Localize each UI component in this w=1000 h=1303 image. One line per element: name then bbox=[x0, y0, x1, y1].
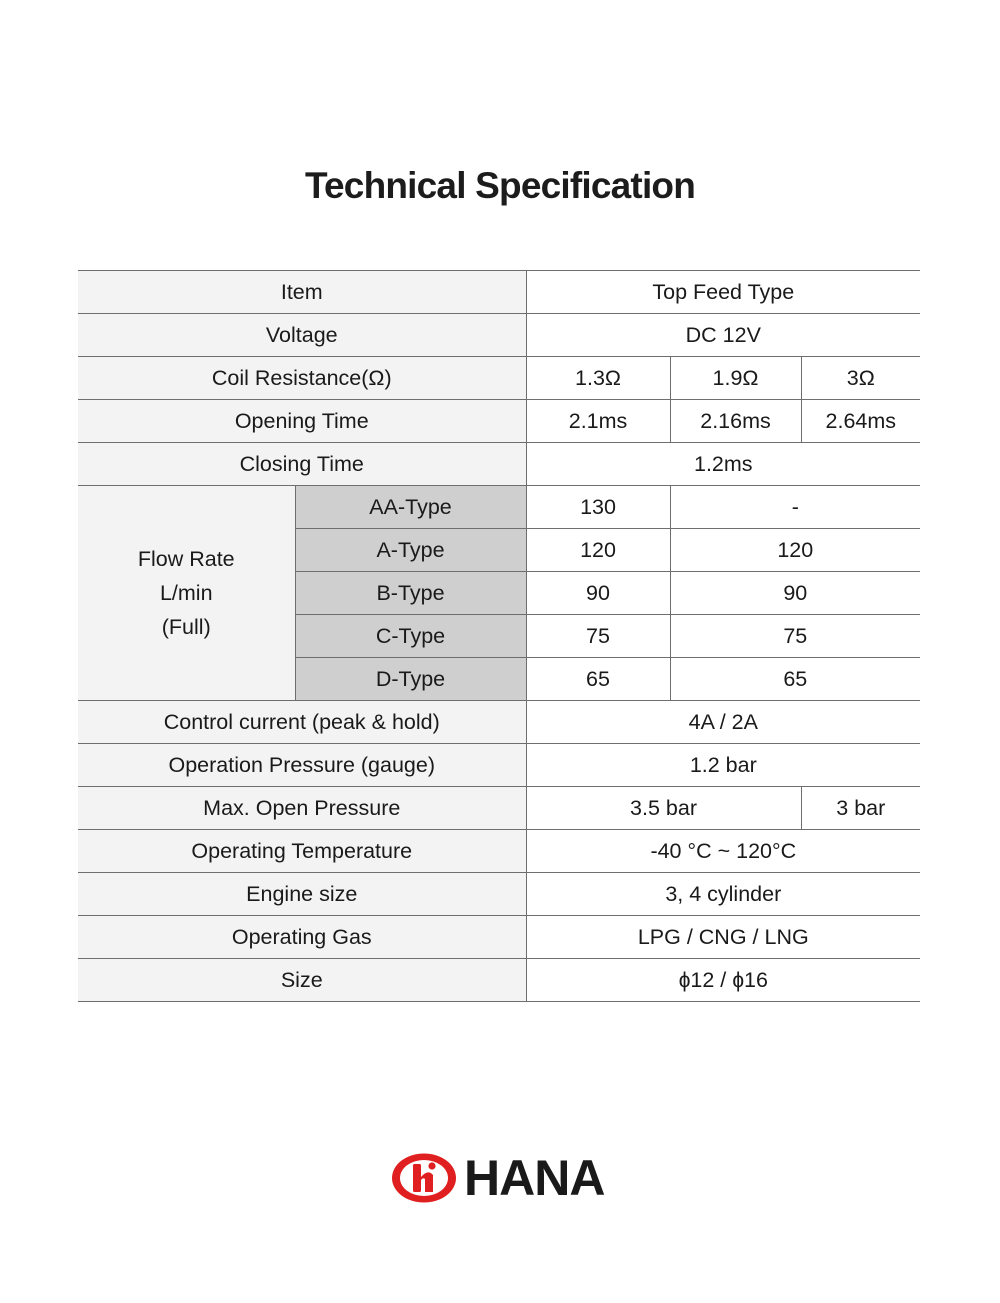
hana-mark-icon bbox=[390, 1151, 458, 1205]
flow-value: 90 bbox=[526, 572, 670, 615]
max-open-pressure-value: 3.5 bar bbox=[526, 787, 801, 830]
operation-pressure-label: Operation Pressure (gauge) bbox=[78, 744, 526, 787]
flow-rate-label bbox=[78, 486, 295, 701]
operation-pressure-value: 1.2 bar bbox=[526, 744, 920, 787]
flow-value: 120 bbox=[526, 529, 670, 572]
max-open-pressure-value: 3 bar bbox=[801, 787, 920, 830]
table-row-closing-time bbox=[78, 443, 920, 486]
operating-gas-value: LPG / CNG / LNG bbox=[526, 916, 920, 959]
max-open-pressure-label: Max. Open Pressure bbox=[78, 787, 526, 830]
operating-temperature-label: Operating Temperature bbox=[78, 830, 526, 873]
closing-time-value: 1.2ms bbox=[526, 443, 920, 486]
item-header: Item bbox=[78, 271, 526, 314]
size-value: ɸ12 / ɸ16 bbox=[526, 959, 920, 1002]
operating-gas-label: Operating Gas bbox=[78, 916, 526, 959]
opening-time-value: 2.1ms bbox=[526, 400, 670, 443]
coil-resistance-value: 1.9Ω bbox=[670, 357, 801, 400]
coil-resistance-value: 1.3Ω bbox=[526, 357, 670, 400]
table-row-operation-pressure bbox=[78, 744, 920, 787]
operating-temperature-value: -40 °C ~ 120°C bbox=[526, 830, 920, 873]
flow-value: 75 bbox=[526, 615, 670, 658]
coil-resistance-label: Coil Resistance(Ω) bbox=[78, 357, 526, 400]
table-row-coil-resistance bbox=[78, 357, 920, 400]
voltage-label: Voltage bbox=[78, 314, 526, 357]
flow-rate-label-line: L/min bbox=[159, 581, 213, 605]
table-row-size bbox=[78, 959, 920, 1002]
table-row-operating-gas bbox=[78, 916, 920, 959]
flow-type-label: D-Type bbox=[295, 658, 526, 701]
table-row-operating-temperature bbox=[78, 830, 920, 873]
hana-logo-text: HANA bbox=[464, 1150, 605, 1206]
flow-type-label: AA-Type bbox=[295, 486, 526, 529]
table-row-voltage bbox=[78, 314, 920, 357]
flow-value: 65 bbox=[670, 658, 920, 701]
engine-size-label: Engine size bbox=[78, 873, 526, 916]
opening-time-value: 2.64ms bbox=[801, 400, 920, 443]
flow-value: 130 bbox=[526, 486, 670, 529]
table-row-control-current bbox=[78, 701, 920, 744]
size-label: Size bbox=[78, 959, 526, 1002]
flow-value: 65 bbox=[526, 658, 670, 701]
table-row-flow-aa bbox=[78, 486, 920, 529]
flow-value: 90 bbox=[670, 572, 920, 615]
flow-rate-label-line: (Full) bbox=[161, 615, 211, 639]
hana-logo bbox=[390, 1150, 604, 1206]
page-title: Technical Specification bbox=[304, 165, 696, 206]
table-row-max-open-pressure bbox=[78, 787, 920, 830]
voltage-value: DC 12V bbox=[526, 314, 920, 357]
opening-time-value: 2.16ms bbox=[670, 400, 801, 443]
flow-value: - bbox=[670, 486, 920, 529]
spec-table bbox=[78, 270, 920, 1002]
engine-size-value: 3, 4 cylinder bbox=[526, 873, 920, 916]
flow-type-label: A-Type bbox=[295, 529, 526, 572]
table-row-opening-time bbox=[78, 400, 920, 443]
flow-value: 75 bbox=[670, 615, 920, 658]
closing-time-label: Closing Time bbox=[78, 443, 526, 486]
table-row-header bbox=[78, 271, 920, 314]
flow-value: 120 bbox=[670, 529, 920, 572]
control-current-label: Control current (peak & hold) bbox=[78, 701, 526, 744]
flow-type-label: C-Type bbox=[295, 615, 526, 658]
coil-resistance-value: 3Ω bbox=[801, 357, 920, 400]
top-feed-type-header: Top Feed Type bbox=[526, 271, 920, 314]
opening-time-label: Opening Time bbox=[78, 400, 526, 443]
flow-rate-label-line: Flow Rate bbox=[137, 547, 235, 571]
control-current-value: 4A / 2A bbox=[526, 701, 920, 744]
table-row-engine-size bbox=[78, 873, 920, 916]
flow-type-label: B-Type bbox=[295, 572, 526, 615]
